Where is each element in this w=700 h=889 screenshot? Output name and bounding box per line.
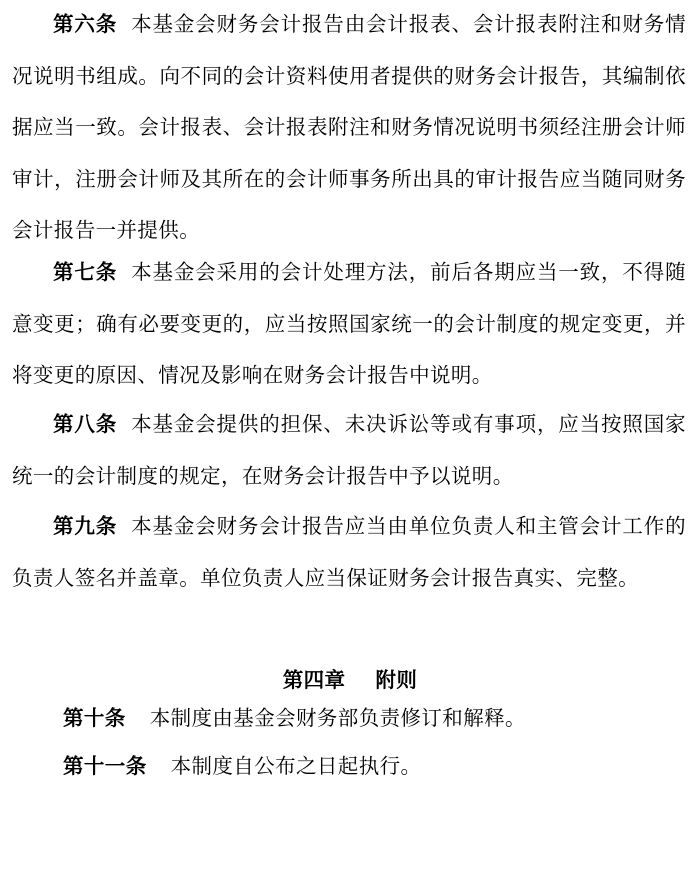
article-7 bbox=[12, 247, 686, 402]
article-text: 本基金会财务会计报告由会计报表、会计报表附注和财务情况说明书组成。向不同的会计资料使用者提供的财务会计报告，其编制依据应当一致。会计报表、会计报表附注和财务情况说明书须经注册会计师审计，注册会计师及其所在的会计师事务所出具的审计报告应当随同财务会计报告一并提供。 bbox=[12, 12, 687, 242]
article-text: 本基金会财务会计报告应当由单位负责人和主管会计工作的负责人签名并盖章。单位负责人应当保证财务会计报告真实、完整。 bbox=[12, 514, 687, 590]
article-text: 本制度由基金会财务部负责修订和解释。 bbox=[149, 706, 526, 730]
chapter-number: 第四章 bbox=[282, 668, 346, 692]
article-number: 第十一条 bbox=[63, 754, 147, 778]
article-number: 第八条 bbox=[53, 412, 118, 436]
article-8 bbox=[12, 399, 686, 502]
article-number: 第六条 bbox=[53, 12, 118, 36]
article-10 bbox=[63, 698, 526, 738]
article-11 bbox=[63, 746, 421, 786]
chapter-title: 附则 bbox=[375, 668, 418, 692]
article-9 bbox=[12, 501, 686, 604]
article-number: 第十条 bbox=[63, 706, 126, 730]
article-text: 本基金会提供的担保、未决诉讼等或有事项，应当按照国家统一的会计制度的规定，在财务会计报告中予以说明。 bbox=[12, 412, 687, 488]
article-text: 本制度自公布之日起执行。 bbox=[170, 754, 422, 778]
article-6 bbox=[12, 0, 686, 257]
chapter-heading bbox=[0, 660, 700, 700]
article-number: 第九条 bbox=[53, 514, 118, 538]
article-text: 本基金会采用的会计处理方法，前后各期应当一致，不得随意变更；确有必要变更的，应当按照国家统一的会计制度的规定变更，并将变更的原因、情况及影响在财务会计报告中说明。 bbox=[12, 260, 687, 387]
article-number: 第七条 bbox=[53, 260, 118, 284]
